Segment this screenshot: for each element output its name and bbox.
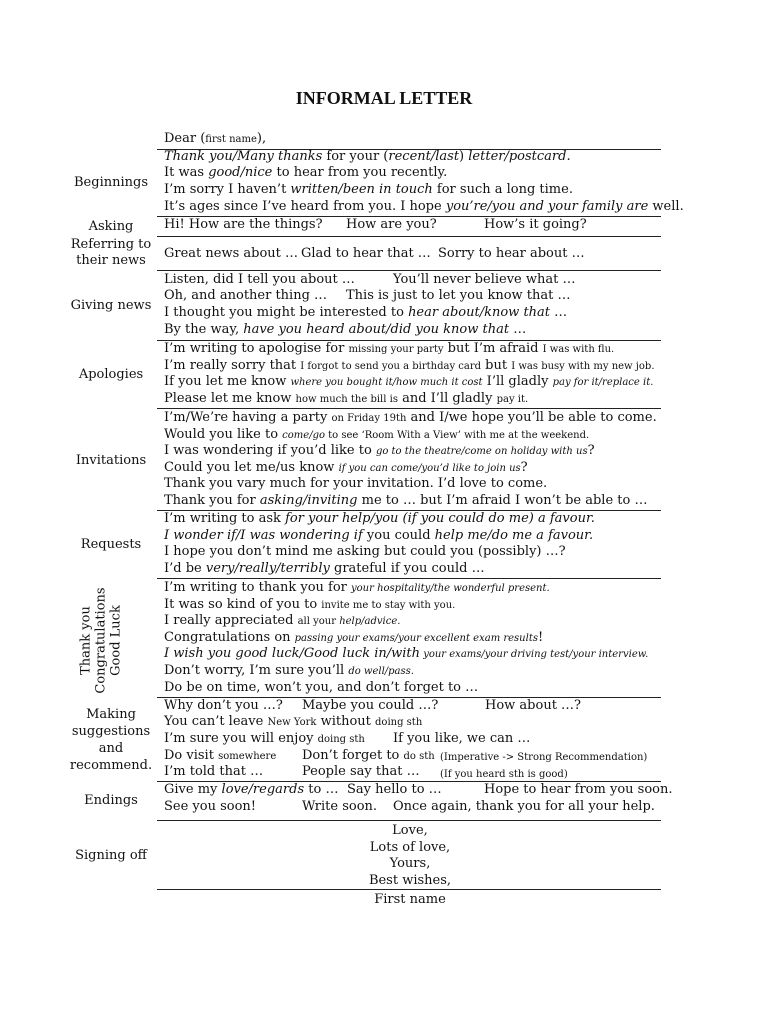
label-referring: Referring to their news	[70, 237, 152, 268]
making-line-4a: Do visit somewhere	[164, 748, 277, 763]
signoff-best-wishes: Best wishes,	[368, 873, 452, 888]
thankyou-line-1: I’m writing to thank you for your hospitality/the wonderful present.	[164, 580, 550, 595]
label-good-luck: Good Luck	[108, 605, 124, 676]
endings-line-2c: Once again, thank you for all your help.	[393, 799, 655, 814]
label-thank-you: Thank you	[78, 606, 94, 675]
apologies-line-4: Please let me know how much the bill is and I’ll gladly pay it.	[164, 391, 529, 406]
endings-line-1c: Hope to hear from you soon.	[484, 782, 673, 797]
requests-line-3: I hope you don’t mind me asking but could you (possibly) …?	[164, 544, 566, 559]
beginnings-line-5: It’s ages since I’ve heard from you. I hope you’re/you and your family are well.	[164, 199, 684, 214]
label-requests: Requests	[80, 537, 142, 552]
label-giving-news: Giving news	[70, 298, 152, 313]
referring-phrase-2: Glad to hear that …	[301, 246, 431, 261]
thankyou-line-5: I wish you good luck/Good luck in/with your exams/your driving test/your interview.	[164, 646, 649, 661]
label-thank-you-congratulations-good-luck	[60, 587, 140, 700]
giving-line-2a: Oh, and another thing …	[164, 288, 328, 303]
asking-phrase-3: How’s it going?	[484, 217, 587, 232]
apologies-line-3: If you let me know where you bought it/how much it cost I’ll gladly pay for it/replace it.	[164, 374, 654, 389]
label-beginnings: Beginnings	[74, 175, 148, 190]
making-line-4c: (Imperative -> Strong Recommendation)	[440, 752, 648, 763]
asking-phrase-2: How are you?	[346, 217, 437, 232]
thankyou-line-2: It was so kind of you to invite me to stay with you.	[164, 597, 456, 612]
requests-line-2: I wonder if/I was wondering if you could help me/do me a favour.	[164, 528, 594, 543]
invitations-line-5: Thank you vary much for your invitation. I’d love to come.	[164, 476, 548, 491]
divider	[157, 578, 661, 579]
thankyou-line-4: Congratulations on passing your exams/your excellent exam results!	[164, 630, 544, 645]
making-line-5a: I’m told that …	[164, 764, 264, 779]
making-line-3b: If you like, we can …	[393, 731, 531, 746]
giving-line-3: I thought you might be interested to hear about/know that …	[164, 305, 568, 320]
label-invitations: Invitations	[75, 453, 147, 468]
signoff-lots-of-love: Lots of love,	[369, 840, 451, 855]
thankyou-line-7: Do be on time, won’t you, and don’t forget to …	[164, 680, 479, 695]
beginnings-line-4: I’m sorry I haven’t written/been in touch for such a long time.	[164, 182, 573, 197]
divider	[157, 270, 661, 271]
making-line-1b: Maybe you could …?	[302, 698, 439, 713]
label-congratulations: Congratulations	[93, 587, 109, 694]
thankyou-line-6: Don’t worry, I’m sure you’ll do well/pass.	[164, 663, 414, 678]
invitations-line-6: Thank you for asking/inviting me to … but I’m afraid I won’t be able to …	[164, 493, 648, 508]
divider	[157, 889, 661, 890]
endings-line-2a: See you soon!	[164, 799, 257, 814]
divider	[157, 408, 661, 409]
giving-line-1b: You’ll never believe what …	[393, 272, 576, 287]
invitations-line-2: Would you like to come/go to see ‘Room With a View’ with me at the weekend.	[164, 427, 590, 442]
making-line-2: You can’t leave New York without doing sth	[164, 714, 423, 729]
signoff-first-name: First name	[374, 892, 446, 907]
signoff-love: Love,	[392, 823, 428, 838]
beginnings-line-3: It was good/nice to hear from you recently.	[164, 165, 448, 180]
label-apologies: Apologies	[78, 367, 144, 382]
divider	[157, 236, 661, 237]
making-line-1c: How about …?	[485, 698, 582, 713]
label-asking: Asking	[88, 219, 134, 234]
giving-line-4: By the way, have you heard about/did you know that …	[164, 322, 527, 337]
asking-phrase-1: Hi! How are the things?	[164, 217, 323, 232]
page-title: INFORMAL LETTER	[295, 88, 473, 108]
requests-line-4: I’d be very/really/terribly grateful if you could …	[164, 561, 485, 576]
referring-phrase-1: Great news about …	[164, 246, 299, 261]
beginnings-line-2: Thank you/Many thanks for your (recent/last) letter/postcard.	[164, 149, 571, 164]
making-line-4b: Don’t forget to do sth	[302, 748, 435, 763]
endings-line-1a: Give my love/regards to …	[164, 782, 339, 797]
thankyou-line-3: I really appreciated all your help/advice.	[164, 613, 401, 628]
giving-line-2b: This is just to let you know that …	[346, 288, 571, 303]
invitations-line-1: I’m/We’re having a party on Friday 19th and I/we hope you’ll be able to come.	[164, 410, 657, 425]
divider	[157, 820, 661, 821]
requests-line-1: I’m writing to ask for your help/you (if you could do me) a favour.	[164, 511, 595, 526]
label-signing-off: Signing off	[75, 848, 147, 863]
label-endings: Endings	[84, 793, 138, 808]
endings-line-2b: Write soon.	[302, 799, 378, 814]
invitations-line-4: Could you let me/us know if you can come/you’d like to join us?	[164, 460, 528, 475]
making-line-5b: People say that …	[302, 764, 420, 779]
apologies-line-1: I’m writing to apologise for missing your party but I’m afraid I was with flu.	[164, 341, 615, 356]
endings-line-1b: Say hello to …	[347, 782, 442, 797]
making-line-1a: Why don’t you …?	[164, 698, 283, 713]
invitations-line-3: I was wondering if you’d like to go to the theatre/come on holiday with us?	[164, 443, 595, 458]
signoff-yours: Yours,	[389, 856, 431, 871]
making-line-3a: I’m sure you will enjoy doing sth	[164, 731, 365, 746]
referring-phrase-3: Sorry to hear about …	[438, 246, 585, 261]
beginnings-line-1: Dear (first name),	[164, 131, 267, 146]
label-making-suggestions: Making suggestions and recommend.	[69, 707, 153, 773]
making-line-5c: (If you heard sth is good)	[440, 769, 568, 780]
apologies-line-2: I’m really sorry that I forgot to send you a birthday card but I was busy with my new job.	[164, 358, 655, 373]
giving-line-1a: Listen, did I tell you about …	[164, 272, 355, 287]
